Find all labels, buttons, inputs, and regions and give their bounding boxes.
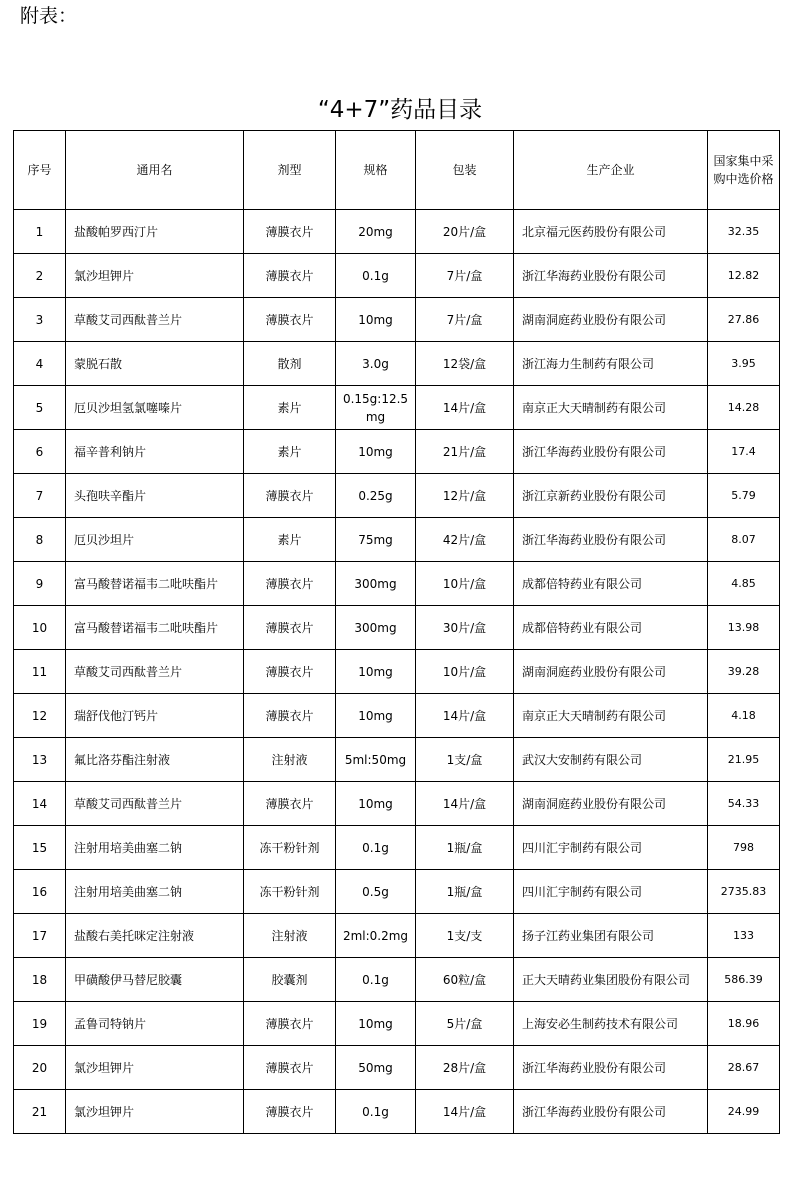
cell-pack: 7片/盒 [416,298,514,342]
cell-manufacturer: 南京正大天晴制药有限公司 [514,386,708,430]
cell-manufacturer: 湖南洞庭药业股份有限公司 [514,298,708,342]
cell-name: 草酸艾司西酞普兰片 [66,650,244,694]
cell-pack: 1瓶/盒 [416,870,514,914]
cell-pack: 10片/盒 [416,562,514,606]
cell-seq: 1 [14,210,66,254]
col-header-manufacturer: 生产企业 [514,131,708,210]
col-header-price: 国家集中采购中选价格 [708,131,780,210]
table-row [14,958,780,1002]
cell-spec: 10mg [336,1002,416,1046]
cell-seq: 18 [14,958,66,1002]
cell-price: 27.86 [708,298,780,342]
cell-seq: 7 [14,474,66,518]
cell-form: 薄膜衣片 [244,606,336,650]
cell-form: 薄膜衣片 [244,650,336,694]
cell-pack: 14片/盒 [416,694,514,738]
cell-seq: 16 [14,870,66,914]
cell-manufacturer: 浙江华海药业股份有限公司 [514,430,708,474]
cell-seq: 14 [14,782,66,826]
col-header-spec: 规格 [336,131,416,210]
cell-name: 孟鲁司特钠片 [66,1002,244,1046]
table-row [14,738,780,782]
cell-seq: 9 [14,562,66,606]
table-row [14,826,780,870]
cell-manufacturer: 武汉大安制药有限公司 [514,738,708,782]
cell-price: 28.67 [708,1046,780,1090]
cell-price: 18.96 [708,1002,780,1046]
table-row [14,254,780,298]
cell-pack: 1支/盒 [416,738,514,782]
cell-pack: 14片/盒 [416,782,514,826]
cell-name: 瑞舒伐他汀钙片 [66,694,244,738]
cell-spec: 2ml:0.2mg [336,914,416,958]
table-row [14,1002,780,1046]
cell-form: 薄膜衣片 [244,562,336,606]
cell-form: 散剂 [244,342,336,386]
cell-price: 14.28 [708,386,780,430]
cell-seq: 4 [14,342,66,386]
cell-name: 氯沙坦钾片 [66,1046,244,1090]
cell-spec: 0.25g [336,474,416,518]
cell-pack: 12袋/盒 [416,342,514,386]
cell-name: 厄贝沙坦氢氯噻嗪片 [66,386,244,430]
cell-manufacturer: 成都倍特药业有限公司 [514,562,708,606]
cell-price: 798 [708,826,780,870]
col-header-seq: 序号 [14,131,66,210]
cell-form: 薄膜衣片 [244,474,336,518]
cell-manufacturer: 浙江京新药业股份有限公司 [514,474,708,518]
cell-spec: 10mg [336,694,416,738]
table-body [14,210,780,1134]
cell-spec: 300mg [336,606,416,650]
cell-pack: 12片/盒 [416,474,514,518]
cell-price: 4.85 [708,562,780,606]
cell-seq: 12 [14,694,66,738]
cell-name: 富马酸替诺福韦二吡呋酯片 [66,606,244,650]
cell-pack: 7片/盒 [416,254,514,298]
cell-manufacturer: 浙江华海药业股份有限公司 [514,1046,708,1090]
cell-seq: 13 [14,738,66,782]
cell-spec: 0.5g [336,870,416,914]
cell-pack: 20片/盒 [416,210,514,254]
cell-manufacturer: 四川汇宇制药有限公司 [514,870,708,914]
cell-price: 13.98 [708,606,780,650]
cell-pack: 1支/支 [416,914,514,958]
cell-price: 39.28 [708,650,780,694]
col-header-name: 通用名 [66,131,244,210]
cell-manufacturer: 扬子江药业集团有限公司 [514,914,708,958]
cell-seq: 8 [14,518,66,562]
cell-spec: 3.0g [336,342,416,386]
cell-form: 素片 [244,518,336,562]
cell-manufacturer: 南京正大天晴制药有限公司 [514,694,708,738]
table-row [14,386,780,430]
cell-price: 24.99 [708,1090,780,1134]
cell-seq: 20 [14,1046,66,1090]
cell-seq: 5 [14,386,66,430]
cell-price: 21.95 [708,738,780,782]
cell-spec: 10mg [336,430,416,474]
cell-manufacturer: 湖南洞庭药业股份有限公司 [514,782,708,826]
cell-seq: 6 [14,430,66,474]
cell-name: 头孢呋辛酯片 [66,474,244,518]
cell-form: 薄膜衣片 [244,694,336,738]
cell-seq: 17 [14,914,66,958]
cell-price: 4.18 [708,694,780,738]
cell-form: 薄膜衣片 [244,1002,336,1046]
cell-manufacturer: 浙江华海药业股份有限公司 [514,1090,708,1134]
cell-pack: 60粒/盒 [416,958,514,1002]
cell-price: 32.35 [708,210,780,254]
table-row [14,1090,780,1134]
cell-name: 甲磺酸伊马替尼胶囊 [66,958,244,1002]
table-row [14,1046,780,1090]
cell-name: 注射用培美曲塞二钠 [66,870,244,914]
cell-spec: 5ml:50mg [336,738,416,782]
page-title: “4+7”药品目录 [317,97,483,123]
table-row [14,562,780,606]
cell-form: 素片 [244,430,336,474]
cell-price: 2735.83 [708,870,780,914]
cell-form: 薄膜衣片 [244,210,336,254]
table-row [14,694,780,738]
cell-form: 胶囊剂 [244,958,336,1002]
cell-pack: 5片/盒 [416,1002,514,1046]
cell-form: 薄膜衣片 [244,1090,336,1134]
cell-manufacturer: 成都倍特药业有限公司 [514,606,708,650]
cell-name: 氯沙坦钾片 [66,1090,244,1134]
table-row [14,518,780,562]
cell-form: 薄膜衣片 [244,254,336,298]
cell-spec: 50mg [336,1046,416,1090]
cell-spec: 300mg [336,562,416,606]
cell-price: 5.79 [708,474,780,518]
col-header-pack: 包装 [416,131,514,210]
cell-form: 素片 [244,386,336,430]
table-header [14,131,780,210]
cell-price: 3.95 [708,342,780,386]
cell-seq: 3 [14,298,66,342]
table-row [14,430,780,474]
cell-manufacturer: 四川汇宇制药有限公司 [514,826,708,870]
cell-seq: 10 [14,606,66,650]
cell-spec: 10mg [336,650,416,694]
cell-manufacturer: 正大天晴药业集团股份有限公司 [514,958,708,1002]
cell-name: 盐酸帕罗西汀片 [66,210,244,254]
table-row [14,606,780,650]
cell-manufacturer: 浙江华海药业股份有限公司 [514,518,708,562]
cell-price: 586.39 [708,958,780,1002]
cell-seq: 2 [14,254,66,298]
cell-price: 8.07 [708,518,780,562]
cell-form: 薄膜衣片 [244,1046,336,1090]
cell-price: 12.82 [708,254,780,298]
cell-seq: 11 [14,650,66,694]
table-row [14,782,780,826]
cell-name: 蒙脱石散 [66,342,244,386]
cell-pack: 42片/盒 [416,518,514,562]
cell-pack: 10片/盒 [416,650,514,694]
table-row [14,474,780,518]
cell-form: 冻干粉针剂 [244,870,336,914]
cell-form: 薄膜衣片 [244,298,336,342]
cell-name: 厄贝沙坦片 [66,518,244,562]
cell-spec: 10mg [336,782,416,826]
cell-pack: 30片/盒 [416,606,514,650]
cell-name: 草酸艾司西酞普兰片 [66,782,244,826]
table-row [14,650,780,694]
drug-catalog-table [13,130,780,1134]
cell-seq: 19 [14,1002,66,1046]
cell-name: 盐酸右美托咪定注射液 [66,914,244,958]
cell-form: 注射液 [244,738,336,782]
cell-name: 注射用培美曲塞二钠 [66,826,244,870]
appendix-label: 附表： [20,5,78,27]
cell-name: 福辛普利钠片 [66,430,244,474]
cell-spec: 0.1g [336,958,416,1002]
cell-manufacturer: 上海安必生制药技术有限公司 [514,1002,708,1046]
cell-price: 17.4 [708,430,780,474]
table-row [14,298,780,342]
col-header-form: 剂型 [244,131,336,210]
cell-price: 54.33 [708,782,780,826]
cell-name: 氟比洛芬酯注射液 [66,738,244,782]
cell-name: 富马酸替诺福韦二吡呋酯片 [66,562,244,606]
cell-manufacturer: 北京福元医药股份有限公司 [514,210,708,254]
table-row [14,342,780,386]
cell-manufacturer: 湖南洞庭药业股份有限公司 [514,650,708,694]
cell-spec: 10mg [336,298,416,342]
cell-pack: 14片/盒 [416,386,514,430]
cell-spec: 0.1g [336,1090,416,1134]
header-row [14,131,780,210]
cell-form: 注射液 [244,914,336,958]
cell-spec: 75mg [336,518,416,562]
cell-spec: 20mg [336,210,416,254]
cell-name: 氯沙坦钾片 [66,254,244,298]
cell-pack: 21片/盒 [416,430,514,474]
cell-name: 草酸艾司西酞普兰片 [66,298,244,342]
cell-form: 冻干粉针剂 [244,826,336,870]
cell-price: 133 [708,914,780,958]
cell-seq: 15 [14,826,66,870]
cell-pack: 1瓶/盒 [416,826,514,870]
table-row [14,210,780,254]
cell-pack: 14片/盒 [416,1090,514,1134]
table-row [14,914,780,958]
table-row [14,870,780,914]
cell-seq: 21 [14,1090,66,1134]
cell-spec: 0.1g [336,254,416,298]
cell-manufacturer: 浙江海力生制药有限公司 [514,342,708,386]
cell-pack: 28片/盒 [416,1046,514,1090]
cell-spec: 0.1g [336,826,416,870]
cell-spec: 0.15g:12.5mg [336,386,416,430]
cell-form: 薄膜衣片 [244,782,336,826]
cell-manufacturer: 浙江华海药业股份有限公司 [514,254,708,298]
